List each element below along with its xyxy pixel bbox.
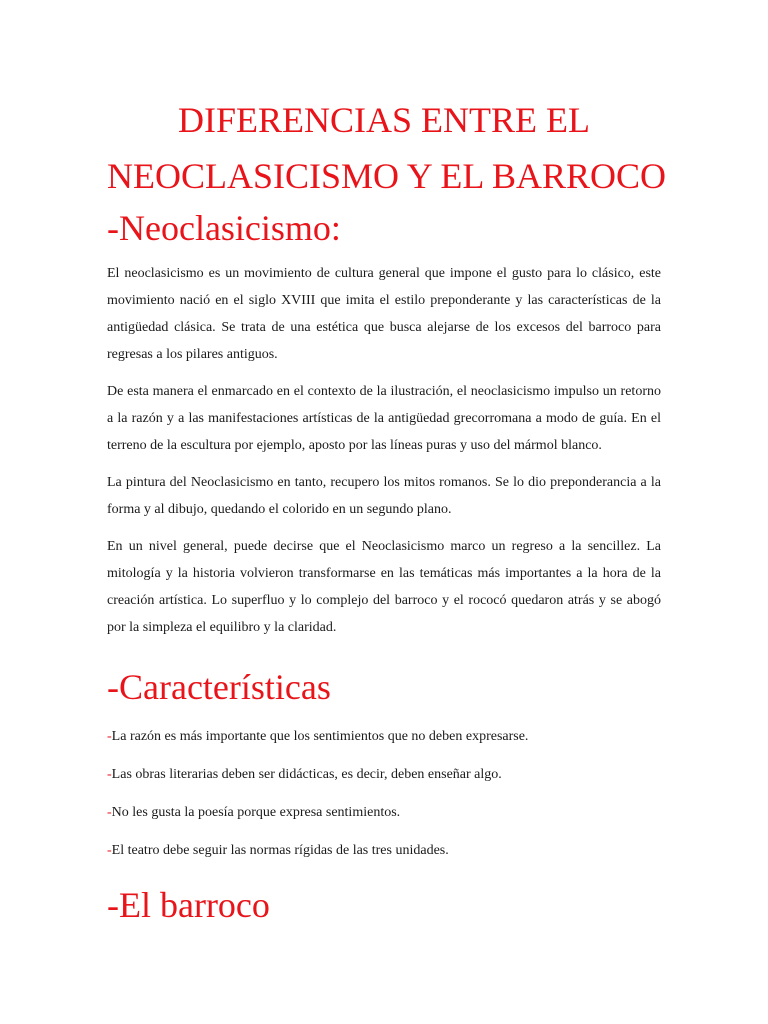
title-line-2: NEOCLASICISMO Y EL BARROCO: [107, 156, 667, 196]
list-dash: -: [107, 767, 112, 782]
list-dash: -: [107, 729, 112, 744]
heading-barroco: -El barroco: [107, 885, 270, 925]
paragraph-3: La pintura del Neoclasicismo en tanto, recupero los mitos romanos. Se lo dio preponderancia a la forma y al dibujo, quedando el colorido en un segundo plano.: [107, 475, 661, 517]
paragraph-1: El neoclasicismo es un movimiento de cultura general que impone el gusto para lo clásico, este movimiento nació en el siglo XVIII que imita el estilo preponderante y las características de la antigüedad clásica. Se trata de una estética que busca alejarse de los excesos del barroco para regresas a los pilares antiguos.: [107, 266, 661, 362]
heading-caracteristicas: -Características: [107, 667, 331, 707]
list-item: [107, 801, 661, 824]
list-item-text: Las obras literarias deben ser didácticas, es decir, deben enseñar algo.: [111, 767, 502, 782]
title-line-1: DIFERENCIAS ENTRE EL: [178, 100, 590, 140]
list-dash: -: [107, 805, 112, 820]
list-item: [107, 763, 661, 786]
heading-neoclasicismo: -Neoclasicismo:: [107, 208, 341, 248]
list-item-text: No les gusta la poesía porque expresa sentimientos.: [111, 805, 401, 820]
list-item: [107, 725, 661, 748]
list-item: [107, 839, 661, 862]
list-item-text: La razón es más importante que los sentimientos que no deben expresarse.: [111, 729, 529, 744]
document-title: [107, 0, 667, 204]
paragraph-2: De esta manera el enmarcado en el contexto de la ilustración, el neoclasicismo impulso un retorno a la razón y a las manifestaciones artísticas de la antigüedad grecorromana a modo de guía. En el terreno de la escultura por ejemplo, aposto por las líneas puras y uso del mármol blanco.: [107, 384, 661, 453]
paragraph-4: En un nivel general, puede decirse que el Neoclasicismo marco un regreso a la sencillez. La mitología y la historia volvieron transformarse en las temáticas más importantes a la hora de la creación artística. Lo superfluo y lo complejo del barroco y el rococó quedaron atrás y se abogó por la simpleza el equilibro y la claridad.: [107, 539, 661, 635]
list-item-text: El teatro debe seguir las normas rígidas de las tres unidades.: [111, 843, 449, 858]
list-dash: -: [107, 843, 112, 858]
